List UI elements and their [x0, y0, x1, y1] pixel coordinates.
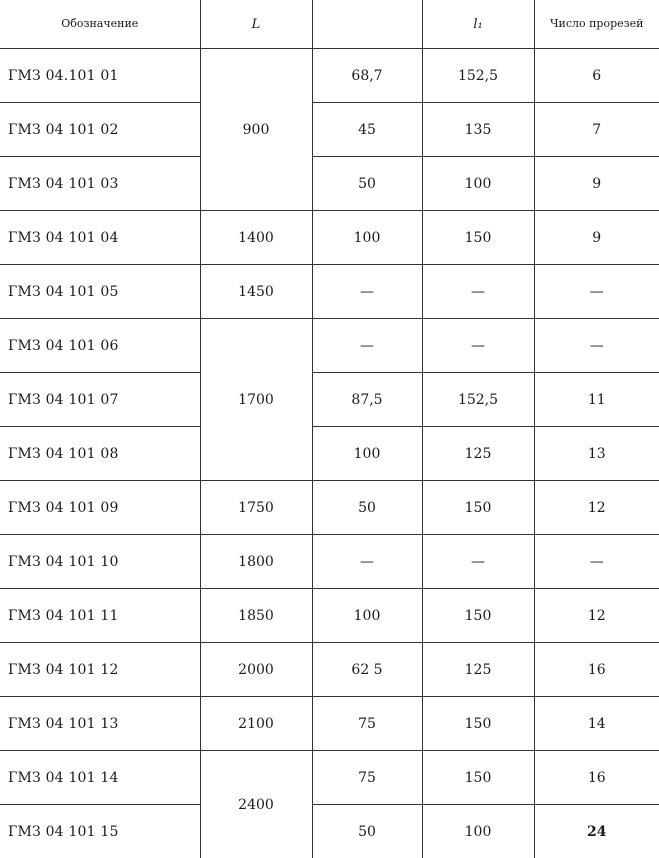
col3-cell: 87,5 [312, 373, 422, 427]
header-row [0, 0, 659, 49]
designation-cell: ГМЗ 04.101 01 [0, 49, 200, 103]
length-cell: 2100 [200, 697, 312, 751]
l1-cell: 150 [422, 481, 534, 535]
slots-cell: 6 [534, 49, 659, 103]
l1-cell: 125 [422, 427, 534, 481]
l1-cell: — [422, 265, 534, 319]
col3-cell: — [312, 265, 422, 319]
col3-cell: 100 [312, 427, 422, 481]
col3-cell: 75 [312, 751, 422, 805]
l1-cell: 150 [422, 697, 534, 751]
col3-cell: 100 [312, 211, 422, 265]
slots-cell: — [534, 319, 659, 373]
l1-cell: 135 [422, 103, 534, 157]
slots-cell: 12 [534, 481, 659, 535]
designation-cell: ГМЗ 04 101 02 [0, 103, 200, 157]
col3-cell: 50 [312, 157, 422, 211]
col3-cell: 50 [312, 481, 422, 535]
slots-cell: 9 [534, 211, 659, 265]
length-cell: 1400 [200, 211, 312, 265]
l1-cell: 150 [422, 589, 534, 643]
col3-cell: 75 [312, 697, 422, 751]
col3-cell: 50 [312, 805, 422, 858]
designation-cell: ГМЗ 04 101 12 [0, 643, 200, 697]
header-blank [312, 0, 422, 49]
table-row [0, 589, 659, 643]
designation-cell: ГМЗ 04 101 09 [0, 481, 200, 535]
header-slots: Число прорезей [534, 0, 659, 49]
table-row [0, 265, 659, 319]
slots-cell: 13 [534, 427, 659, 481]
col3-cell: 62 5 [312, 643, 422, 697]
table-row [0, 211, 659, 265]
table-row [0, 157, 659, 211]
col3-cell: 100 [312, 589, 422, 643]
length-cell: 1800 [200, 535, 312, 589]
table-row [0, 319, 659, 373]
l1-cell: 125 [422, 643, 534, 697]
length-cell: 900 [200, 49, 312, 211]
table-row [0, 481, 659, 535]
designation-cell: ГМЗ 04 101 04 [0, 211, 200, 265]
designation-cell: ГМЗ 04 101 10 [0, 535, 200, 589]
designation-cell: ГМЗ 04 101 08 [0, 427, 200, 481]
l1-cell: 150 [422, 211, 534, 265]
col3-cell: — [312, 319, 422, 373]
slots-cell: 16 [534, 643, 659, 697]
slots-cell: 16 [534, 751, 659, 805]
designation-cell: ГМЗ 04 101 05 [0, 265, 200, 319]
l1-cell: 100 [422, 805, 534, 858]
slots-cell: 24 [534, 805, 659, 858]
length-cell: 1700 [200, 319, 312, 481]
length-cell: 2400 [200, 751, 312, 858]
length-cell: 1450 [200, 265, 312, 319]
table-row [0, 751, 659, 805]
designation-cell: ГМЗ 04 101 13 [0, 697, 200, 751]
table-row [0, 535, 659, 589]
col3-cell: 68,7 [312, 49, 422, 103]
slots-cell: 7 [534, 103, 659, 157]
slots-cell: — [534, 265, 659, 319]
slots-cell: 11 [534, 373, 659, 427]
slots-cell: 14 [534, 697, 659, 751]
l1-cell: 152,5 [422, 373, 534, 427]
l1-cell: — [422, 535, 534, 589]
col3-cell: 45 [312, 103, 422, 157]
length-cell: 1850 [200, 589, 312, 643]
l1-cell: 100 [422, 157, 534, 211]
l1-cell: 152,5 [422, 49, 534, 103]
table-row [0, 805, 659, 858]
l1-cell: 150 [422, 751, 534, 805]
table-row [0, 697, 659, 751]
table-row [0, 103, 659, 157]
length-cell: 1750 [200, 481, 312, 535]
designation-cell: ГМЗ 04 101 15 [0, 805, 200, 858]
col3-cell: — [312, 535, 422, 589]
designation-cell: ГМЗ 04 101 11 [0, 589, 200, 643]
designation-cell: ГМЗ 04 101 03 [0, 157, 200, 211]
slots-cell: 9 [534, 157, 659, 211]
designation-cell: ГМЗ 04 101 14 [0, 751, 200, 805]
slots-cell: 12 [534, 589, 659, 643]
table-row [0, 373, 659, 427]
table-row [0, 427, 659, 481]
table-row [0, 643, 659, 697]
table-row [0, 49, 659, 103]
length-cell: 2000 [200, 643, 312, 697]
header-l1: l₁ [422, 0, 534, 49]
header-length: L [200, 0, 312, 49]
designation-cell: ГМЗ 04 101 07 [0, 373, 200, 427]
designation-cell: ГМЗ 04 101 06 [0, 319, 200, 373]
slots-cell: — [534, 535, 659, 589]
header-designation: Обозначение [0, 0, 200, 49]
l1-cell: — [422, 319, 534, 373]
